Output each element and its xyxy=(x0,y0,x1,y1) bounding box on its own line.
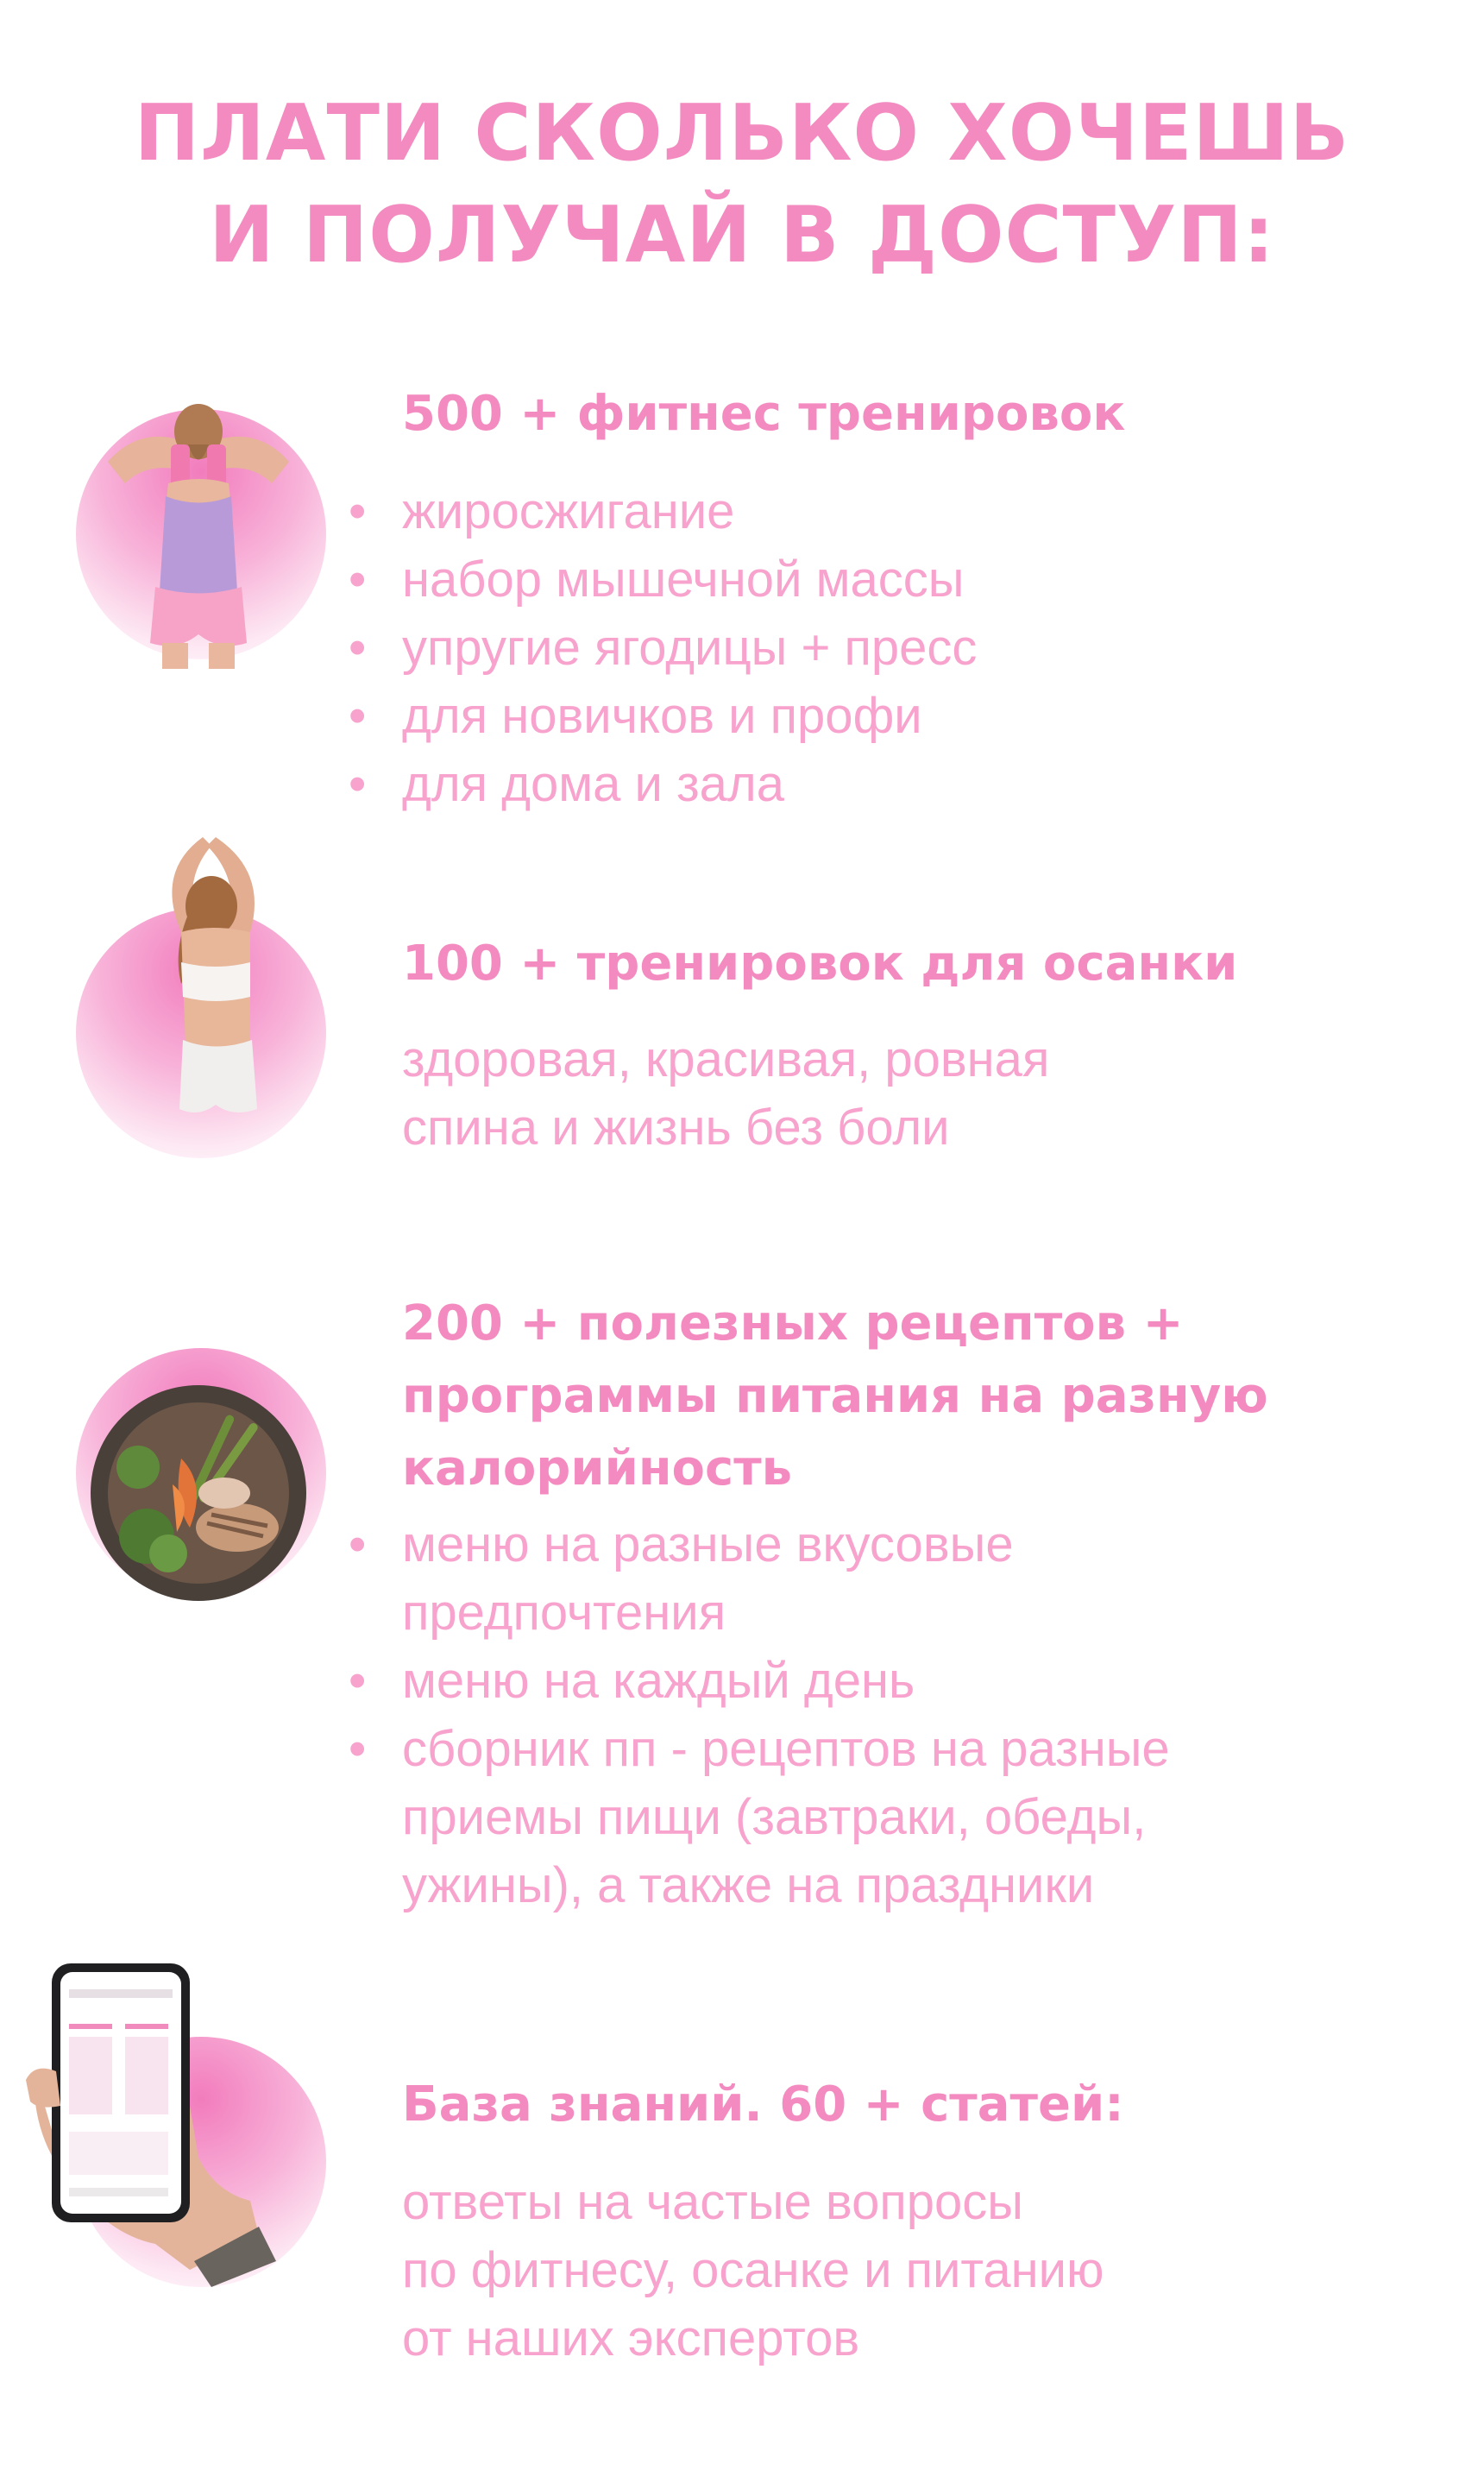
heading-line: программы питания на разную xyxy=(402,1368,1268,1424)
section-heading xyxy=(402,1288,1268,1505)
title-line-2: И ПОЛУЧАЙ В ДОСТУП: xyxy=(209,190,1275,280)
phone-in-hand-icon xyxy=(26,1959,285,2287)
title-line-1: ПЛАТИ СКОЛЬКО ХОЧЕШЬ xyxy=(134,88,1350,179)
bullet-icon: • xyxy=(349,688,367,744)
list-item: • меню на каждый день xyxy=(402,1647,1170,1715)
food-bowl-icon xyxy=(86,1381,311,1605)
feature-list xyxy=(349,1510,1170,1919)
list-item: • упругие ягодицы + пресс xyxy=(402,614,977,682)
description-line: здоровая, красивая, ровная xyxy=(402,1031,1050,1087)
list-item: • меню на разные вкусовые предпочтения xyxy=(402,1510,1170,1647)
feature-list xyxy=(349,477,978,818)
bullet-icon: • xyxy=(349,1516,367,1572)
section-description xyxy=(402,2168,1104,2372)
heading-line: 200 + полезных рецептов + xyxy=(402,1295,1184,1352)
bullet-icon: • xyxy=(349,483,367,539)
section-heading: 500 + фитнес тренировок xyxy=(402,386,1126,442)
list-item: • сборник пп - рецептов на разные приемы пищи (завтраки, обеды, ужины), а также на праздники xyxy=(402,1715,1170,1919)
bullet-icon: • xyxy=(349,1653,367,1709)
section-description xyxy=(402,1025,1049,1162)
list-item: • для дома и зала xyxy=(402,750,977,818)
bullet-icon: • xyxy=(349,756,367,812)
section-heading: База знаний. 60 + статей: xyxy=(402,2076,1124,2133)
description-line: спина и жизнь без боли xyxy=(402,1100,950,1156)
bullet-icon: • xyxy=(349,620,367,676)
description-line: по фитнесу, осанке и питанию xyxy=(402,2242,1104,2298)
bullet-icon: • xyxy=(349,551,367,608)
page-title xyxy=(0,83,1484,287)
list-item: • набор мышечной массы xyxy=(402,545,977,614)
heading-line: калорийность xyxy=(402,1440,793,1497)
description-line: от наших экспертов xyxy=(402,2310,860,2366)
woman-with-dumbbells-icon xyxy=(86,393,311,669)
list-item: • для новичков и профи xyxy=(402,682,977,750)
bullet-icon: • xyxy=(349,1721,367,1777)
list-item: • жиросжигание xyxy=(402,477,977,545)
woman-stretching-icon xyxy=(121,820,293,1148)
section-heading: 100 + тренировок для осанки xyxy=(402,936,1238,992)
description-line: ответы на частые вопросы xyxy=(402,2174,1023,2230)
